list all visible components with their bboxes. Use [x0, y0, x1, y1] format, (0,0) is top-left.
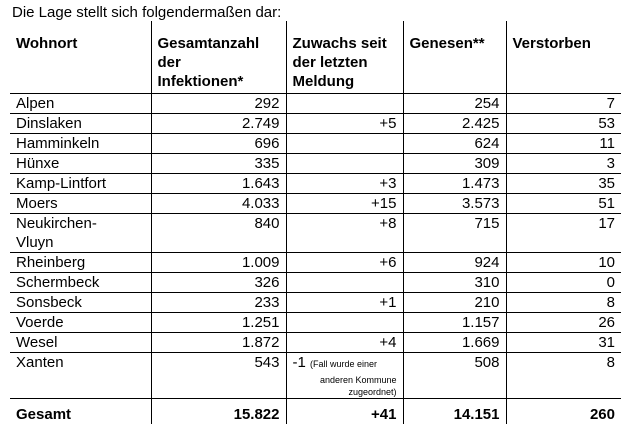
cell-genesen: 309 — [403, 154, 506, 174]
cell-gesamt: 233 — [151, 293, 286, 313]
cell-wohnort — [10, 214, 151, 253]
cell-genesen: 624 — [403, 134, 506, 154]
cell-wohnort-line1: Neukirchen- — [16, 215, 97, 232]
table-row — [10, 293, 621, 313]
table-row — [10, 154, 621, 174]
cell-zuwachs — [286, 313, 403, 333]
cell-genesen: 1.669 — [403, 333, 506, 353]
cell-zuwachs — [286, 154, 403, 174]
table-row — [10, 273, 621, 293]
cell-genesen: 1.157 — [403, 313, 506, 333]
cell-gesamt: 543 — [151, 353, 286, 399]
cell-wohnort: Dinslaken — [10, 114, 151, 134]
cell-zuwachs — [286, 353, 403, 399]
cell-genesen: 310 — [403, 273, 506, 293]
cell-verstorben: 8 — [506, 353, 621, 399]
cell-wohnort: Schermbeck — [10, 273, 151, 293]
cell-genesen: 924 — [403, 253, 506, 273]
cell-zuwachs: +6 — [286, 253, 403, 273]
cell-wohnort: Moers — [10, 194, 151, 214]
cell-genesen: 715 — [403, 214, 506, 253]
cell-wohnort: Voerde — [10, 313, 151, 333]
zuwachs-note-line3: zugeordnet) — [348, 387, 397, 397]
cell-wohnort-line2: Vluyn — [16, 234, 54, 251]
zuwachs-value: -1 — [292, 354, 306, 371]
cell-wohnort: Rheinberg — [10, 253, 151, 273]
cell-verstorben: 17 — [506, 214, 621, 253]
infection-table — [10, 21, 621, 424]
cell-verstorben: 11 — [506, 134, 621, 154]
cell-genesen: 2.425 — [403, 114, 506, 134]
cell-verstorben: 3 — [506, 154, 621, 174]
cell-verstorben: 31 — [506, 333, 621, 353]
header-zuwachs — [286, 21, 403, 94]
zuwachs-note-line2: anderen Kommune — [319, 375, 397, 385]
cell-verstorben: 35 — [506, 174, 621, 194]
table-row — [10, 214, 621, 253]
table-row — [10, 333, 621, 353]
table-row — [10, 194, 621, 214]
cell-wohnort: Hünxe — [10, 154, 151, 174]
total-row — [10, 399, 621, 425]
total-zuwachs: +41 — [286, 399, 403, 425]
cell-genesen: 1.473 — [403, 174, 506, 194]
cell-gesamt: 2.749 — [151, 114, 286, 134]
header-gesamtanzahl-line1: Gesamtanzahl — [157, 35, 260, 52]
cell-zuwachs: +8 — [286, 214, 403, 253]
cell-zuwachs: +15 — [286, 194, 403, 214]
header-genesen: Genesen** — [403, 21, 506, 94]
cell-gesamt: 1.251 — [151, 313, 286, 333]
cell-verstorben: 26 — [506, 313, 621, 333]
cell-verstorben: 10 — [506, 253, 621, 273]
table-row — [10, 353, 621, 399]
cell-wohnort: Alpen — [10, 94, 151, 114]
intro-text: Die Lage stellt sich folgendermaßen dar: — [12, 4, 282, 21]
header-zuwachs-line3: Meldung — [292, 73, 355, 90]
cell-verstorben: 7 — [506, 94, 621, 114]
cell-zuwachs — [286, 273, 403, 293]
zuwachs-note-line1: (Fall wurde einer — [310, 359, 378, 369]
cell-gesamt: 335 — [151, 154, 286, 174]
header-row — [10, 21, 621, 94]
cell-zuwachs — [286, 134, 403, 154]
cell-gesamt: 840 — [151, 214, 286, 253]
cell-verstorben: 51 — [506, 194, 621, 214]
total-genesen: 14.151 — [403, 399, 506, 425]
table-row — [10, 253, 621, 273]
table-row — [10, 174, 621, 194]
table-row — [10, 313, 621, 333]
cell-gesamt: 292 — [151, 94, 286, 114]
cell-zuwachs: +4 — [286, 333, 403, 353]
cell-genesen: 210 — [403, 293, 506, 313]
cell-genesen: 254 — [403, 94, 506, 114]
table-row — [10, 94, 621, 114]
cell-wohnort: Hamminkeln — [10, 134, 151, 154]
cell-zuwachs: +1 — [286, 293, 403, 313]
cell-verstorben: 8 — [506, 293, 621, 313]
cell-gesamt: 4.033 — [151, 194, 286, 214]
total-label: Gesamt — [16, 406, 72, 423]
header-verstorben: Verstorben — [506, 21, 621, 94]
cell-gesamt: 1.009 — [151, 253, 286, 273]
cell-gesamt: 696 — [151, 134, 286, 154]
cell-wohnort: Sonsbeck — [10, 293, 151, 313]
table-row — [10, 114, 621, 134]
cell-gesamt: 1.643 — [151, 174, 286, 194]
table-row — [10, 134, 621, 154]
header-gesamtanzahl — [151, 21, 286, 94]
cell-genesen: 508 — [403, 353, 506, 399]
header-gesamtanzahl-line3: Infektionen* — [157, 73, 244, 90]
cell-wohnort: Wesel — [10, 333, 151, 353]
total-gesamt: 15.822 — [151, 399, 286, 425]
cell-wohnort: Kamp-Lintfort — [10, 174, 151, 194]
header-zuwachs-line2: der letzten — [292, 54, 368, 71]
cell-zuwachs: +5 — [286, 114, 403, 134]
cell-zuwachs — [286, 94, 403, 114]
header-zuwachs-line1: Zuwachs seit — [292, 35, 387, 52]
cell-genesen: 3.573 — [403, 194, 506, 214]
total-verstorben: 260 — [506, 399, 621, 425]
cell-verstorben: 53 — [506, 114, 621, 134]
cell-zuwachs: +3 — [286, 174, 403, 194]
cell-wohnort: Xanten — [10, 353, 151, 399]
header-gesamtanzahl-line2: der — [157, 54, 181, 71]
cell-verstorben: 0 — [506, 273, 621, 293]
header-wohnort: Wohnort — [10, 21, 151, 94]
cell-gesamt: 1.872 — [151, 333, 286, 353]
cell-gesamt: 326 — [151, 273, 286, 293]
